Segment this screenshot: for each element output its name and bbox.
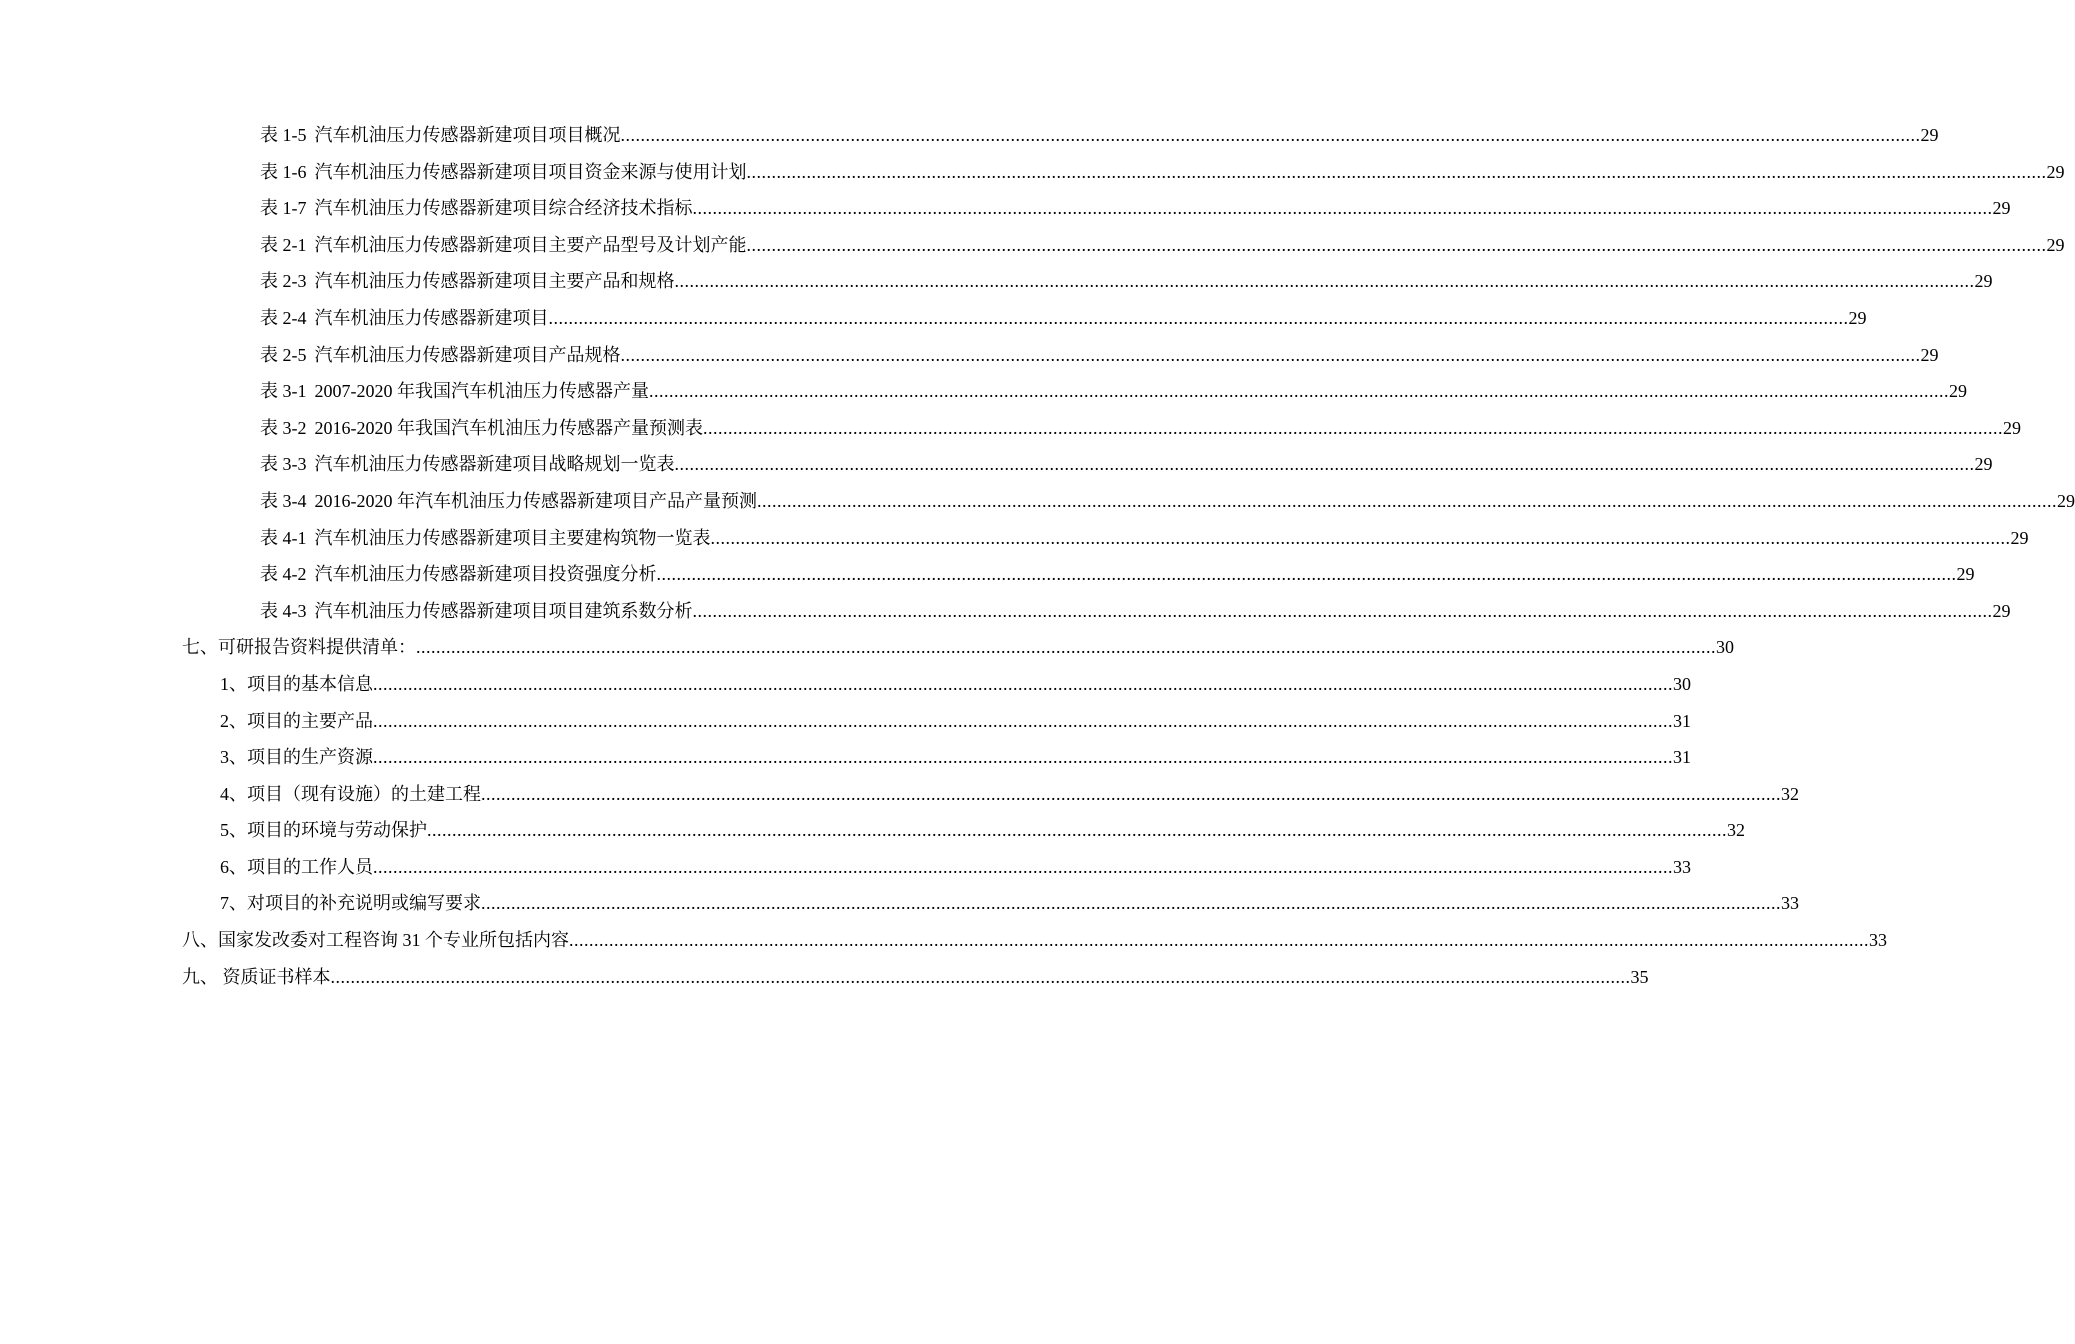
toc-entry-label xyxy=(260,373,649,410)
toc-entry-page: 29 xyxy=(2046,161,2065,182)
toc-entry-label xyxy=(260,117,621,154)
toc-entry-title: 汽车机油压力传感器新建项目综合经济技术指标 xyxy=(314,198,693,219)
toc-entry-6[interactable] xyxy=(0,300,1867,337)
toc-leader-dots xyxy=(693,190,1993,227)
toc-entry-page: 33 xyxy=(1781,893,1799,914)
toc-leader-dots xyxy=(621,337,1921,374)
toc-entry-page: 29 xyxy=(1920,125,1939,145)
toc-entry-page: 33 xyxy=(1869,930,1887,951)
toc-entry-11[interactable] xyxy=(0,483,2075,520)
toc-entry-title: 汽车机油压力传感器新建项目项目建筑系数分析 xyxy=(314,600,693,621)
toc-entry-title: 1、项目的基本信息 xyxy=(220,673,373,694)
toc-entry-page: 29 xyxy=(1992,600,2011,621)
toc-entry-2[interactable] xyxy=(0,154,2065,191)
toc-leader-dots xyxy=(427,812,1727,849)
toc-entry-title: 汽车机油压力传感器新建项目主要产品和规格 xyxy=(314,271,675,292)
toc-entry-label xyxy=(220,812,427,849)
toc-entry-page: 29 xyxy=(2057,490,2075,511)
toc-entry-label xyxy=(260,154,747,191)
toc-entry-21[interactable] xyxy=(0,849,1691,886)
toc-leader-dots xyxy=(747,227,2047,264)
toc-entry-title: 2016-2020 年我国汽车机油压力传感器产量预测表 xyxy=(314,417,703,438)
toc-entry-13[interactable] xyxy=(0,556,1975,593)
toc-entry-title: 6、项目的工作人员 xyxy=(220,856,373,877)
toc-entry-title: 汽车机油压力传感器新建项目产品规格 xyxy=(314,344,621,365)
toc-entry-label xyxy=(220,703,373,740)
toc-leader-dots xyxy=(373,849,1673,886)
toc-entry-title: 4、项目（现有设施）的土建工程 xyxy=(220,783,481,804)
toc-entry-page: 30 xyxy=(1716,637,1734,658)
toc-entry-page: 29 xyxy=(1920,344,1939,365)
toc-entry-number: 表 1-5 xyxy=(260,125,307,145)
toc-entry-label xyxy=(260,593,693,630)
toc-entry-label xyxy=(220,666,373,703)
toc-entry-page: 35 xyxy=(1630,966,1649,987)
toc-entry-label xyxy=(220,776,481,813)
toc-entry-number: 表 2-3 xyxy=(260,271,307,292)
toc-entry-page: 29 xyxy=(1956,564,1975,585)
toc-entry-page: 29 xyxy=(1949,381,1967,402)
toc-entry-page: 32 xyxy=(1781,783,1799,804)
toc-entry-page: 29 xyxy=(1974,271,1993,292)
toc-entry-9[interactable] xyxy=(0,410,2021,447)
toc-entry-number: 表 4-2 xyxy=(260,564,307,585)
toc-entry-title: 汽车机油压力传感器新建项目主要建构筑物一览表 xyxy=(314,527,711,548)
toc-entry-8[interactable] xyxy=(0,373,1967,410)
toc-entry-page: 29 xyxy=(1848,307,1867,328)
toc-entry-title: 九、 资质证书样本 xyxy=(182,966,331,987)
toc-entry-10[interactable] xyxy=(0,446,1993,483)
toc-entry-page: 29 xyxy=(2046,234,2065,255)
table-of-contents xyxy=(0,117,2075,995)
toc-leader-dots xyxy=(331,959,1631,996)
toc-leader-dots xyxy=(373,739,1673,776)
toc-entry-number: 表 2-5 xyxy=(260,344,307,365)
toc-entry-4[interactable] xyxy=(0,227,2065,264)
toc-leader-dots xyxy=(416,629,1716,666)
toc-entry-title: 汽车机油压力传感器新建项目投资强度分析 xyxy=(314,564,657,585)
toc-entry-number: 表 3-2 xyxy=(260,417,307,438)
toc-entry-title: 2、项目的主要产品 xyxy=(220,710,373,731)
toc-entry-number: 表 1-6 xyxy=(260,161,307,182)
toc-entry-1[interactable] xyxy=(0,117,1939,154)
toc-entry-label xyxy=(220,739,373,776)
toc-entry-title: 5、项目的环境与劳动保护 xyxy=(220,820,427,841)
toc-entry-label xyxy=(260,300,549,337)
toc-entry-number: 表 4-1 xyxy=(260,527,307,548)
toc-entry-label xyxy=(260,410,703,447)
toc-entry-title: 七、可研报告资料提供清单： xyxy=(182,637,416,658)
toc-leader-dots xyxy=(621,117,1921,154)
toc-entry-title: 2016-2020 年汽车机油压力传感器新建项目产品产量预测 xyxy=(314,490,757,511)
toc-entry-page: 29 xyxy=(2003,417,2021,438)
toc-entry-title: 汽车机油压力传感器新建项目项目概况 xyxy=(314,125,621,145)
toc-entry-title: 3、项目的生产资源 xyxy=(220,747,373,768)
toc-entry-16[interactable] xyxy=(0,666,1691,703)
toc-leader-dots xyxy=(373,703,1673,740)
toc-leader-dots xyxy=(693,593,1993,630)
toc-entry-number: 表 3-4 xyxy=(260,490,307,511)
toc-leader-dots xyxy=(569,922,1869,959)
toc-entry-label xyxy=(220,849,373,886)
toc-entry-label xyxy=(182,959,331,996)
toc-entry-label xyxy=(182,629,416,666)
toc-leader-dots xyxy=(675,446,1975,483)
toc-entry-title: 汽车机油压力传感器新建项目 xyxy=(314,307,549,328)
toc-entry-label xyxy=(260,446,675,483)
toc-entry-page: 29 xyxy=(2010,527,2029,548)
toc-entry-14[interactable] xyxy=(0,593,2011,630)
toc-leader-dots xyxy=(747,154,2047,191)
toc-entry-page: 32 xyxy=(1727,820,1745,841)
toc-entry-page: 29 xyxy=(1992,198,2011,219)
toc-leader-dots xyxy=(549,300,1849,337)
toc-entry-7[interactable] xyxy=(0,337,1939,374)
toc-entry-number: 表 4-3 xyxy=(260,600,307,621)
toc-entry-label xyxy=(260,556,657,593)
toc-entry-title: 汽车机油压力传感器新建项目主要产品型号及计划产能 xyxy=(314,234,747,255)
toc-leader-dots xyxy=(649,373,1949,410)
toc-entry-label xyxy=(260,483,757,520)
toc-entry-label xyxy=(220,885,481,922)
toc-leader-dots xyxy=(757,483,2057,520)
toc-entry-number: 表 2-1 xyxy=(260,234,307,255)
toc-leader-dots xyxy=(373,666,1673,703)
toc-entry-label xyxy=(260,263,675,300)
toc-entry-title: 八、国家发改委对工程咨询 31 个专业所包括内容 xyxy=(182,930,569,951)
toc-entry-17[interactable] xyxy=(0,703,1691,740)
toc-entry-15[interactable] xyxy=(0,629,1734,666)
toc-entry-5[interactable] xyxy=(0,263,1993,300)
toc-entry-label xyxy=(260,227,747,264)
toc-entry-title: 2007-2020 年我国汽车机油压力传感器产量 xyxy=(314,381,649,402)
toc-entry-label xyxy=(260,337,621,374)
toc-leader-dots xyxy=(481,885,1781,922)
toc-entry-title: 汽车机油压力传感器新建项目战略规划一览表 xyxy=(314,454,675,475)
toc-entry-title: 7、对项目的补充说明或编写要求 xyxy=(220,893,481,914)
toc-entry-number: 表 3-3 xyxy=(260,454,307,475)
toc-entry-page: 30 xyxy=(1673,673,1691,694)
toc-entry-22[interactable] xyxy=(0,885,1799,922)
toc-entry-page: 33 xyxy=(1673,856,1691,877)
toc-entry-12[interactable] xyxy=(0,520,2029,557)
toc-entry-title: 汽车机油压力传感器新建项目项目资金来源与使用计划 xyxy=(314,161,747,182)
toc-leader-dots xyxy=(675,263,1975,300)
toc-entry-23[interactable] xyxy=(0,922,1887,959)
toc-entry-page: 31 xyxy=(1673,710,1691,731)
toc-entry-19[interactable] xyxy=(0,776,1799,813)
toc-entry-label xyxy=(182,922,569,959)
toc-entry-20[interactable] xyxy=(0,812,1745,849)
toc-entry-18[interactable] xyxy=(0,739,1691,776)
toc-entry-number: 表 3-1 xyxy=(260,381,307,402)
toc-entry-page: 31 xyxy=(1673,747,1691,768)
toc-entry-page: 29 xyxy=(1974,454,1993,475)
toc-entry-number: 表 2-4 xyxy=(260,307,307,328)
toc-leader-dots xyxy=(711,520,2011,557)
toc-leader-dots xyxy=(703,410,2003,447)
toc-leader-dots xyxy=(657,556,1957,593)
toc-entry-3[interactable] xyxy=(0,190,2011,227)
toc-entry-label xyxy=(260,520,711,557)
toc-entry-number: 表 1-7 xyxy=(260,198,307,219)
toc-entry-label xyxy=(260,190,693,227)
toc-leader-dots xyxy=(481,776,1781,813)
toc-entry-24[interactable] xyxy=(0,959,1649,996)
